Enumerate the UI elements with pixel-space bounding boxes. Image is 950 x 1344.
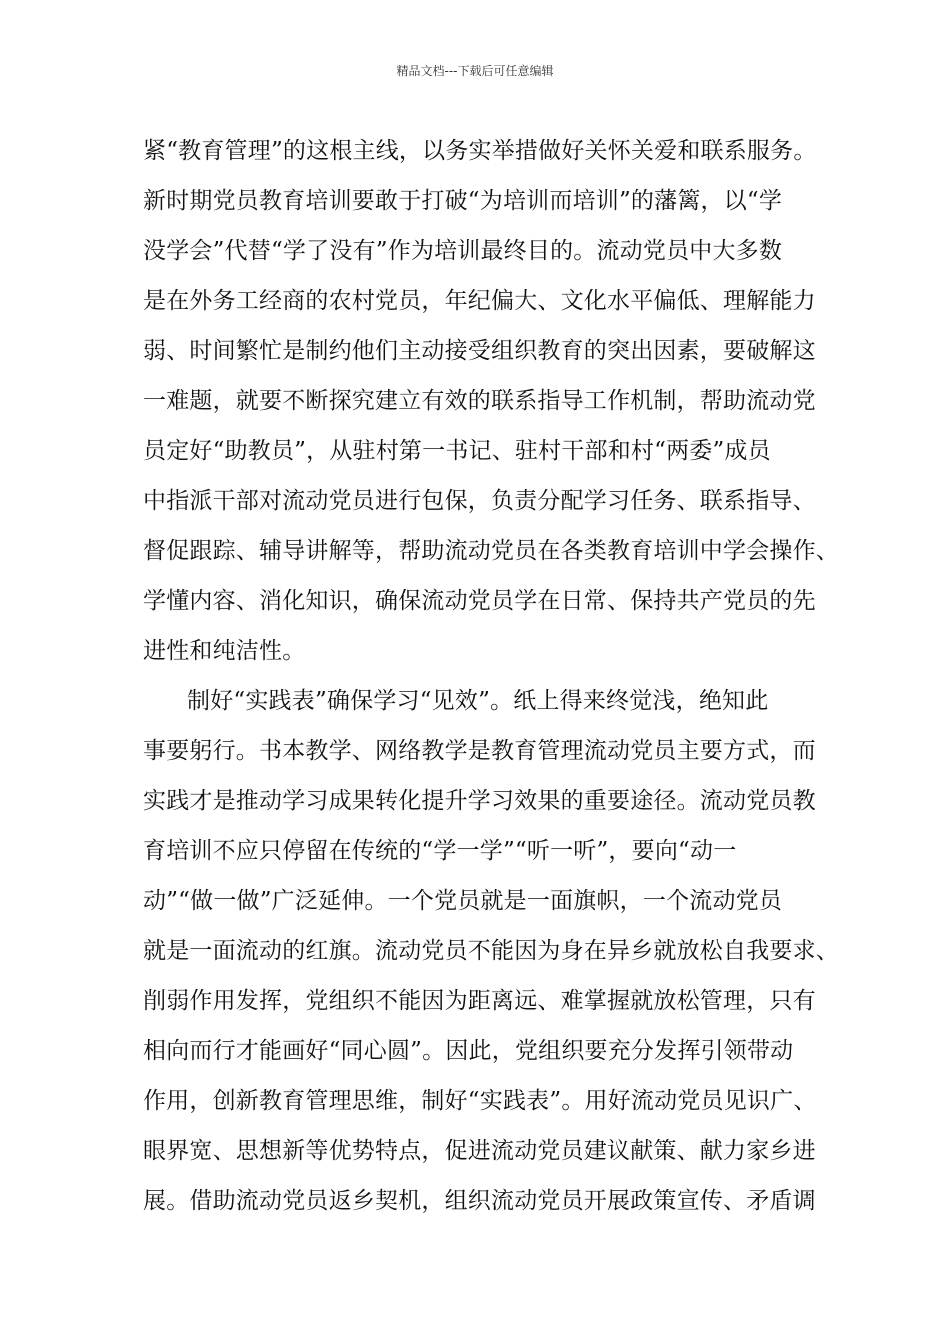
- text-line: 削弱作用发挥，党组织不能因为距离远、难掌握就放松管理，只有: [143, 988, 816, 1014]
- text-line: 没学会”代替“学了没有”作为培训最终目的。流动党员中大多数: [143, 238, 783, 264]
- text-line: 动”“做一做”广泛延伸。一个党员就是一面旗帜，一个流动党员: [143, 888, 783, 914]
- text-line: 中指派干部对流动党员进行包保，负责分配学习任务、联系指导、: [143, 488, 816, 514]
- text-line: 弱、时间繁忙是制约他们主动接受组织教育的突出因素，要破解这: [143, 338, 816, 364]
- text-line: 新时期党员教育培训要敢于打破“为培训而培训”的藩篱，以“学: [143, 188, 783, 214]
- text-line: 育培训不应只停留在传统的“学一学”“听一听”，要向“动一: [143, 838, 737, 864]
- text-line: 就是一面流动的红旗。流动党员不能因为身在异乡就放松自我要求、: [143, 938, 839, 964]
- text-line: 相向而行才能画好“同心圆”。因此，党组织要充分发挥引领带动: [143, 1038, 794, 1064]
- text-line: 是在外务工经商的农村党员，年纪偏大、文化水平偏低、理解能力: [143, 288, 816, 314]
- text-line: 一难题，就要不断探究建立有效的联系指导工作机制，帮助流动党: [143, 388, 816, 414]
- text-line: 展。借助流动党员返乡契机，组织流动党员开展政策宣传、矛盾调: [143, 1188, 816, 1214]
- text-line: 督促跟踪、辅导讲解等，帮助流动党员在各类教育培训中学会操作、: [143, 538, 839, 564]
- text-line: 学懂内容、消化知识，确保流动党员学在日常、保持共产党员的先: [143, 588, 816, 614]
- page-header: 精品文档---下载后可任意编辑: [396, 64, 554, 78]
- text-line: 作用，创新教育管理思维，制好“实践表”。用好流动党员见识广、: [143, 1088, 817, 1114]
- text-line: 眼界宽、思想新等优势特点，促进流动党员建议献策、献力家乡进: [143, 1138, 816, 1164]
- text-line: 事要躬行。书本教学、网络教学是教育管理流动党员主要方式，而: [143, 738, 816, 764]
- text-line: 进性和纯洁性。: [143, 638, 306, 664]
- paragraph-start-line: 制好“实践表”确保学习“见效”。纸上得来终觉浅，绝知此: [187, 688, 769, 714]
- text-line: 紧“教育管理”的这根主线，以务实举措做好关怀关爱和联系服务。: [143, 138, 817, 164]
- text-line: 实践才是推动学习成果转化提升学习效果的重要途径。流动党员教: [143, 788, 816, 814]
- text-line: 员定好“助教员”，从驻村第一书记、驻村干部和村“两委”成员: [143, 438, 771, 464]
